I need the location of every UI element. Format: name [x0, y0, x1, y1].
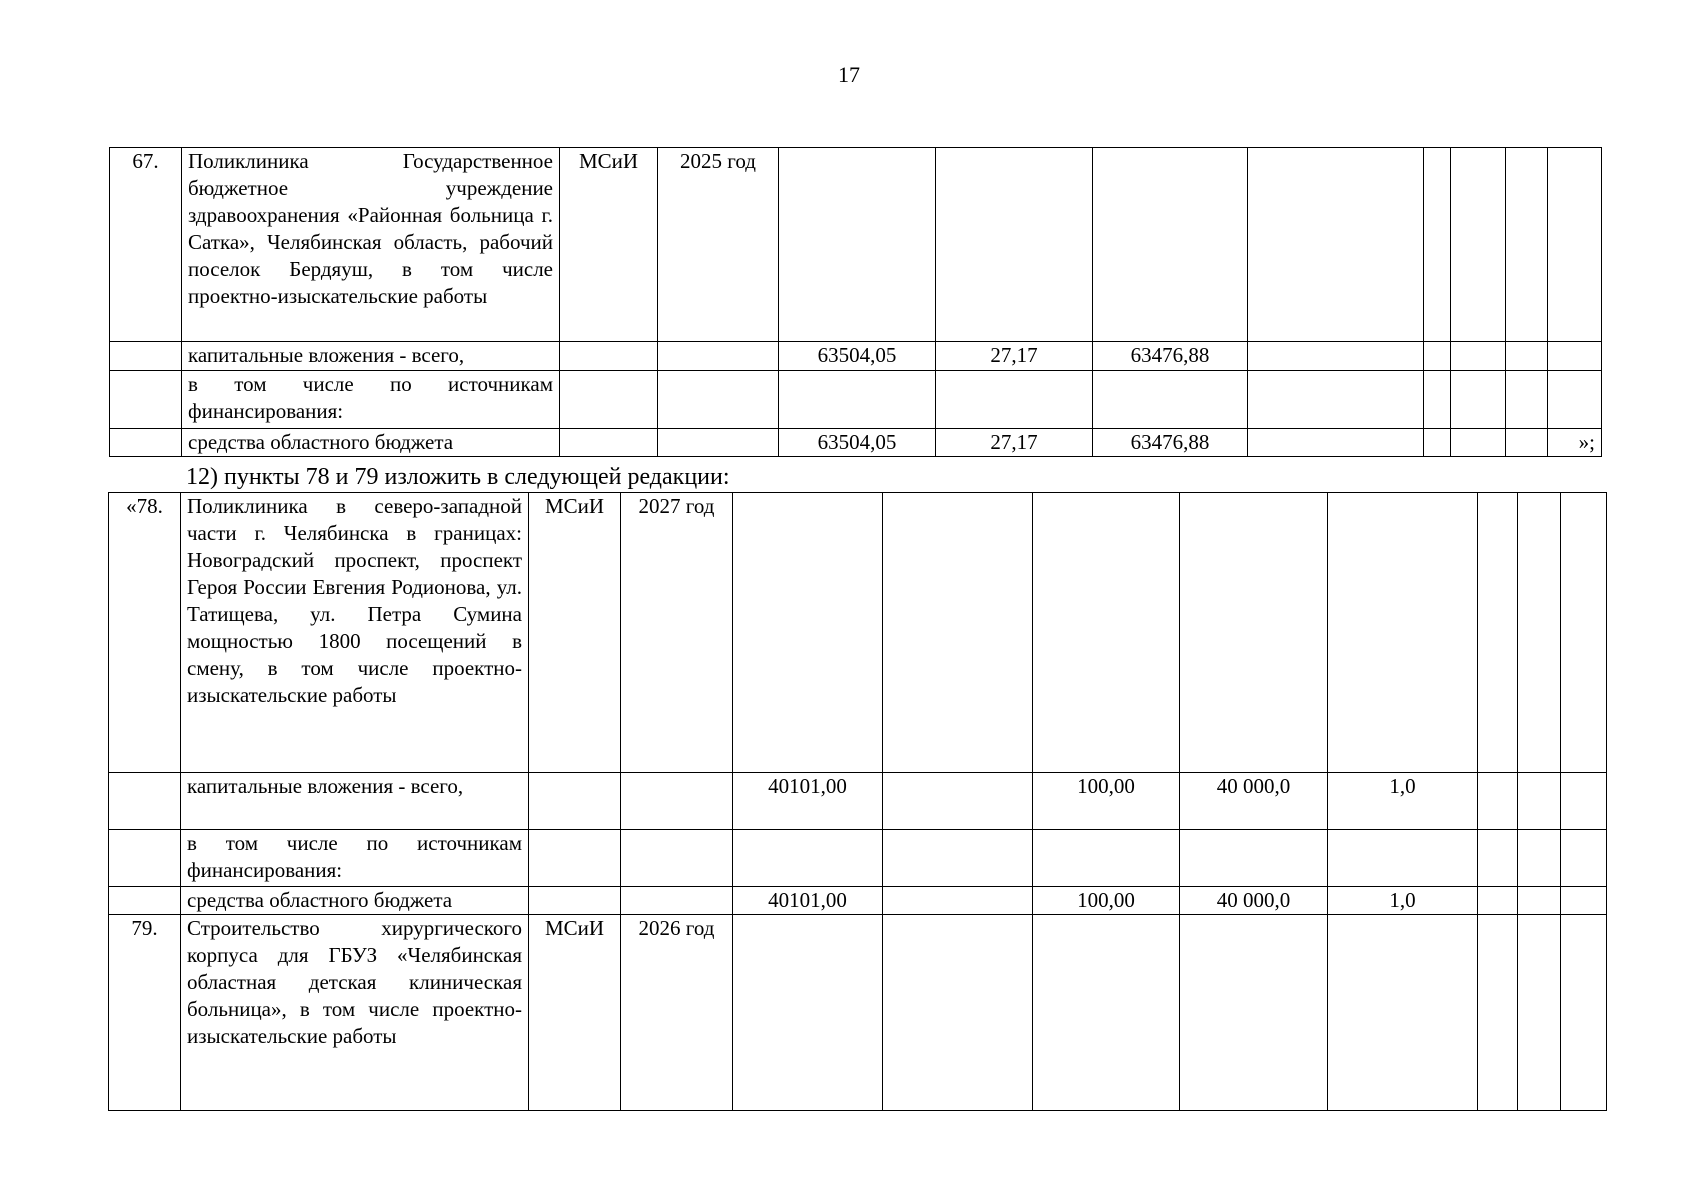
empty-cell [1506, 429, 1548, 457]
empty-cell [1506, 342, 1548, 371]
object-name: Поликлиника в северо-западной части г. Челябинска в границах: Новоградский проспект, проспект Героя России Евгения Родионова, ул. Татищева, ул. Петра Сумина мощностью 1800 посещений в смену, в том числе проектно-изыскательские работы [181, 493, 529, 773]
value-cell [1033, 915, 1180, 1111]
executor [560, 429, 658, 457]
empty-cell [1478, 773, 1518, 830]
value-cell: 1,0 [1328, 887, 1478, 915]
value-cell [1180, 493, 1328, 773]
value-cell: 63504,05 [779, 429, 936, 457]
value-cell: 27,17 [936, 429, 1093, 457]
value-cell [1328, 915, 1478, 1111]
empty-cell [1451, 342, 1506, 371]
object-name: капитальные вложения - всего, [182, 342, 560, 371]
value-cell: 100,00 [1033, 773, 1180, 830]
value-cell: 27,17 [936, 342, 1093, 371]
table-items-78-79 [108, 492, 1607, 1111]
row-number [110, 342, 182, 371]
empty-cell [1518, 773, 1561, 830]
object-name: в том числе по источникам финансирования: [181, 830, 529, 887]
value-cell: 40101,00 [733, 887, 883, 915]
value-cell [1328, 830, 1478, 887]
empty-cell [1561, 493, 1607, 773]
value-cell: 63476,88 [1093, 429, 1248, 457]
value-cell [1093, 148, 1248, 342]
value-cell [1248, 429, 1424, 457]
value-cell [1093, 371, 1248, 429]
value-cell [779, 371, 936, 429]
row-number [109, 887, 181, 915]
empty-cell [1424, 342, 1451, 371]
value-cell [883, 493, 1033, 773]
value-cell: 1,0 [1328, 773, 1478, 830]
empty-cell [1451, 371, 1506, 429]
row-number [109, 773, 181, 830]
executor: МСиИ [529, 493, 621, 773]
value-cell [1180, 915, 1328, 1111]
value-cell [733, 493, 883, 773]
value-cell [1033, 493, 1180, 773]
value-cell [936, 148, 1093, 342]
year [658, 429, 779, 457]
table-row [109, 887, 1607, 915]
row-number: 67. [110, 148, 182, 342]
table-row [109, 773, 1607, 830]
executor [529, 773, 621, 830]
object-name: средства областного бюджета [182, 429, 560, 457]
page-number: 17 [838, 62, 860, 87]
row-number [110, 429, 182, 457]
closing-mark [1548, 342, 1602, 371]
value-cell: 63476,88 [1093, 342, 1248, 371]
year: 2027 год [621, 493, 733, 773]
value-cell [883, 915, 1033, 1111]
executor: МСиИ [529, 915, 621, 1111]
empty-cell [1424, 371, 1451, 429]
table-row [110, 371, 1602, 429]
value-cell [1328, 493, 1478, 773]
empty-cell [1518, 830, 1561, 887]
empty-cell [1451, 148, 1506, 342]
empty-cell [1518, 915, 1561, 1111]
empty-cell [1451, 429, 1506, 457]
empty-cell [1424, 148, 1451, 342]
empty-cell [1518, 887, 1561, 915]
table-row [109, 915, 1607, 1111]
executor [529, 830, 621, 887]
table-row [110, 342, 1602, 371]
empty-cell [1506, 371, 1548, 429]
row-number: 79. [109, 915, 181, 1111]
value-cell [779, 148, 936, 342]
year [658, 371, 779, 429]
table-row [110, 148, 1602, 342]
executor [560, 371, 658, 429]
closing-mark [1548, 148, 1602, 342]
value-cell [1248, 148, 1424, 342]
value-cell [883, 887, 1033, 915]
value-cell: 63504,05 [779, 342, 936, 371]
table-row [110, 429, 1602, 457]
value-cell [1033, 830, 1180, 887]
value-cell: 40101,00 [733, 773, 883, 830]
row-number [109, 830, 181, 887]
amendment-instruction: 12) пункты 78 и 79 изложить в следующей редакции: [186, 464, 730, 490]
empty-cell [1478, 887, 1518, 915]
value-cell [1180, 830, 1328, 887]
empty-cell [1518, 493, 1561, 773]
row-number: «78. [109, 493, 181, 773]
closing-mark [1548, 371, 1602, 429]
object-name: средства областного бюджета [181, 887, 529, 915]
table-row [109, 830, 1607, 887]
row-number [110, 371, 182, 429]
year [621, 830, 733, 887]
closing-mark: »; [1548, 429, 1602, 457]
empty-cell [1424, 429, 1451, 457]
table-item-67 [109, 147, 1602, 457]
value-cell [733, 915, 883, 1111]
year [658, 342, 779, 371]
executor [560, 342, 658, 371]
value-cell [883, 830, 1033, 887]
value-cell: 40 000,0 [1180, 887, 1328, 915]
empty-cell [1561, 830, 1607, 887]
value-cell: 40 000,0 [1180, 773, 1328, 830]
value-cell [733, 830, 883, 887]
empty-cell [1478, 915, 1518, 1111]
empty-cell [1561, 773, 1607, 830]
year [621, 773, 733, 830]
object-name: Поликлиника Государственное бюджетное учреждение здравоохранения «Районная больница г. Сатка», Челябинская область, рабочий поселок Бердяуш, в том числе проектно-изыскательские работы [182, 148, 560, 342]
empty-cell [1561, 887, 1607, 915]
object-name: капитальные вложения - всего, [181, 773, 529, 830]
year: 2025 год [658, 148, 779, 342]
object-name: Строительство хирургического корпуса для ГБУЗ «Челябинская областная детская клиническая больница», в том числе проектно-изыскательские работы [181, 915, 529, 1111]
empty-cell [1478, 493, 1518, 773]
empty-cell [1561, 915, 1607, 1111]
year: 2026 год [621, 915, 733, 1111]
value-cell: 100,00 [1033, 887, 1180, 915]
value-cell [1248, 371, 1424, 429]
object-name: в том числе по источникам финансирования: [182, 371, 560, 429]
executor [529, 887, 621, 915]
table-row [109, 493, 1607, 773]
value-cell [883, 773, 1033, 830]
empty-cell [1478, 830, 1518, 887]
year [621, 887, 733, 915]
executor: МСиИ [560, 148, 658, 342]
value-cell [936, 371, 1093, 429]
empty-cell [1506, 148, 1548, 342]
value-cell [1248, 342, 1424, 371]
